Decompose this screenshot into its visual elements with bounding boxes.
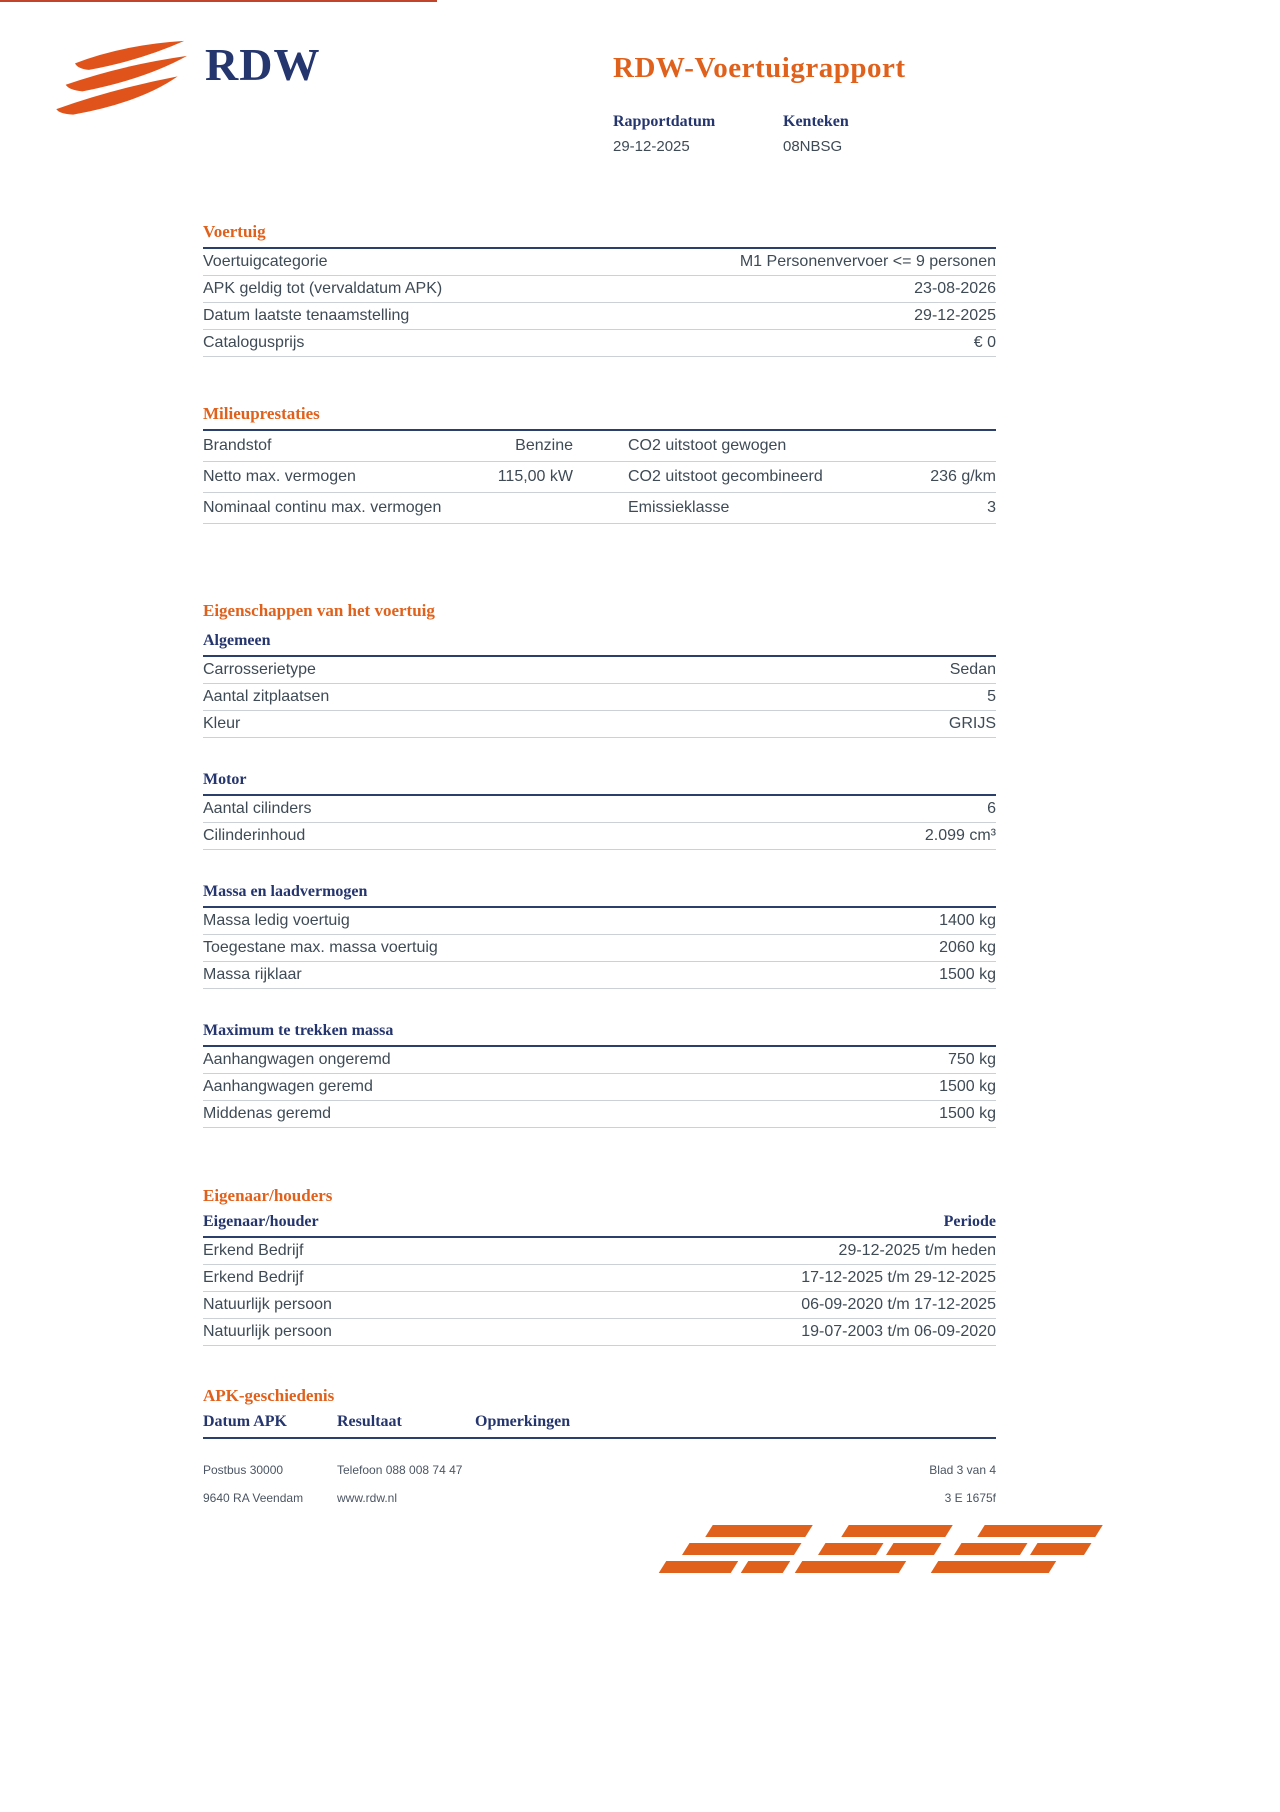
report-date-label: Rapportdatum — [613, 113, 716, 130]
table-row — [203, 1292, 996, 1319]
row-value: 06-09-2020 t/m 17-12-2025 — [801, 1296, 996, 1313]
subsection-heading-massa: Massa en laadvermogen — [203, 883, 996, 908]
row-label: Voertuigcategorie — [203, 253, 328, 270]
section-milieuprestaties — [203, 404, 996, 524]
owner-table-header — [203, 1213, 996, 1238]
row-value: 1500 kg — [939, 1078, 996, 1095]
table-row — [203, 1265, 996, 1292]
footer-row — [203, 1491, 996, 1505]
row-value: 17-12-2025 t/m 29-12-2025 — [801, 1269, 996, 1286]
table-row — [203, 493, 996, 524]
table-row — [203, 1101, 996, 1128]
table-row — [203, 1047, 996, 1074]
footer-website: www.rdw.nl — [337, 1491, 398, 1505]
row-label: CO2 uitstoot gewogen — [628, 437, 787, 454]
row-value: € 0 — [973, 334, 996, 351]
section-heading-voertuig: Voertuig — [203, 222, 996, 249]
table-row — [203, 1238, 996, 1265]
row-value: 750 kg — [947, 1051, 996, 1068]
subsection-motor — [203, 771, 996, 850]
row-label: Massa rijklaar — [203, 966, 302, 983]
row-label: Erkend Bedrijf — [203, 1242, 304, 1259]
row-value: 1400 kg — [939, 912, 996, 929]
row-value: 1500 kg — [939, 966, 996, 983]
row-label: Carrosserietype — [203, 661, 316, 678]
row-value: 23-08-2026 — [914, 280, 996, 297]
row-label: Aanhangwagen geremd — [203, 1078, 373, 1095]
footer-page-number: Blad 3 van 4 — [929, 1463, 996, 1477]
row-label: Aantal cilinders — [203, 800, 312, 817]
row-value: GRIJS — [948, 715, 996, 732]
row-label: Massa ledig voertuig — [203, 912, 350, 929]
apk-table-header — [203, 1413, 996, 1439]
section-heading-eigenschappen: Eigenschappen van het voertuig — [203, 601, 435, 620]
table-row — [203, 1074, 996, 1101]
row-label: Netto max. vermogen — [203, 468, 356, 485]
apk-col-resultaat: Resultaat — [337, 1413, 402, 1430]
table-row — [203, 249, 996, 276]
table-row — [203, 303, 996, 330]
row-right-pair — [628, 498, 996, 518]
row-label: Aanhangwagen ongeremd — [203, 1051, 391, 1068]
row-label: Erkend Bedrijf — [203, 1269, 304, 1286]
row-value: Sedan — [949, 661, 996, 678]
page-footer — [203, 1463, 996, 1505]
footer-phone: Telefoon 088 008 74 47 — [337, 1463, 463, 1477]
license-plate-label: Kenteken — [783, 113, 849, 130]
table-row — [203, 711, 996, 738]
apk-col-datum: Datum APK — [203, 1413, 287, 1430]
rdw-stripes-artwork — [638, 1523, 1108, 1589]
rdw-logo-text: RDW — [205, 39, 321, 90]
report-title: RDW-Voertuigrapport — [613, 52, 906, 84]
section-heading-apk: APK-geschiedenis — [203, 1386, 335, 1405]
row-value: 1500 kg — [939, 1105, 996, 1122]
section-eigenaar-houders — [203, 1186, 996, 1346]
subsection-trekken-massa — [203, 1022, 996, 1128]
row-label: Nominaal continu max. vermogen — [203, 499, 442, 516]
row-value: 29-12-2025 — [914, 307, 996, 324]
row-value: 236 g/km — [930, 468, 996, 485]
row-label: CO2 uitstoot gecombineerd — [628, 468, 823, 485]
table-row — [203, 908, 996, 935]
row-left-pair — [203, 436, 573, 456]
row-label: Brandstof — [203, 437, 272, 454]
table-row — [203, 796, 996, 823]
row-value: Benzine — [515, 437, 573, 454]
row-label: Cilinderinhoud — [203, 827, 306, 844]
row-label: Datum laatste tenaamstelling — [203, 307, 410, 324]
table-row — [203, 276, 996, 303]
row-value: 6 — [987, 800, 996, 817]
subsection-massa — [203, 883, 996, 989]
row-value: M1 Personenvervoer <= 9 personen — [739, 253, 996, 270]
table-row — [203, 823, 996, 850]
row-label: APK geldig tot (vervaldatum APK) — [203, 280, 443, 297]
apk-col-opmerkingen: Opmerkingen — [475, 1413, 571, 1430]
row-label: Catalogusprijs — [203, 334, 305, 351]
row-left-pair — [203, 498, 573, 518]
row-value: 2060 kg — [939, 939, 996, 956]
period-col-header: Periode — [943, 1213, 996, 1230]
section-voertuig — [203, 222, 996, 357]
footer-doc-code: 3 E 1675f — [944, 1491, 996, 1505]
report-date-value: 29-12-2025 — [613, 138, 690, 155]
license-plate-value: 08NBSG — [783, 138, 843, 155]
table-row — [203, 657, 996, 684]
table-row — [203, 431, 996, 462]
footer-address-line1: Postbus 30000 — [203, 1463, 284, 1477]
subsection-heading-algemeen: Algemeen — [203, 632, 996, 657]
row-label: Natuurlijk persoon — [203, 1323, 332, 1340]
section-heading-milieuprestaties: Milieuprestaties — [203, 404, 996, 431]
subsection-algemeen — [203, 632, 996, 738]
table-row — [203, 935, 996, 962]
row-label: Middenas geremd — [203, 1105, 332, 1122]
table-row — [203, 462, 996, 493]
table-row — [203, 684, 996, 711]
row-value: 2.099 cm³ — [924, 827, 996, 844]
row-value: 115,00 kW — [497, 468, 573, 485]
table-row — [203, 1319, 996, 1346]
row-label: Emissieklasse — [628, 499, 730, 516]
row-value: 5 — [987, 688, 996, 705]
table-row — [203, 962, 996, 989]
row-right-pair — [628, 436, 996, 456]
owner-col-header: Eigenaar/houder — [203, 1213, 319, 1230]
section-heading-eigenaar: Eigenaar/houders — [203, 1186, 333, 1205]
subsection-heading-trekken-massa: Maximum te trekken massa — [203, 1022, 996, 1047]
report-content — [203, 0, 996, 1519]
rdw-logo-icon — [47, 40, 187, 124]
row-label: Kleur — [203, 715, 241, 732]
footer-address-line2: 9640 RA Veendam — [203, 1491, 304, 1505]
row-label: Toegestane max. massa voertuig — [203, 939, 438, 956]
section-apk-geschiedenis — [203, 1386, 996, 1439]
row-label: Natuurlijk persoon — [203, 1296, 332, 1313]
row-value: 19-07-2003 t/m 06-09-2020 — [801, 1323, 996, 1340]
row-label: Aantal zitplaatsen — [203, 688, 330, 705]
table-row — [203, 330, 996, 357]
footer-row — [203, 1463, 996, 1477]
row-right-pair — [628, 467, 996, 487]
row-left-pair — [203, 467, 573, 487]
subsection-heading-motor: Motor — [203, 771, 996, 796]
row-value: 3 — [987, 499, 996, 516]
row-value: 29-12-2025 t/m heden — [838, 1242, 996, 1259]
section-eigenschappen — [203, 601, 996, 1128]
